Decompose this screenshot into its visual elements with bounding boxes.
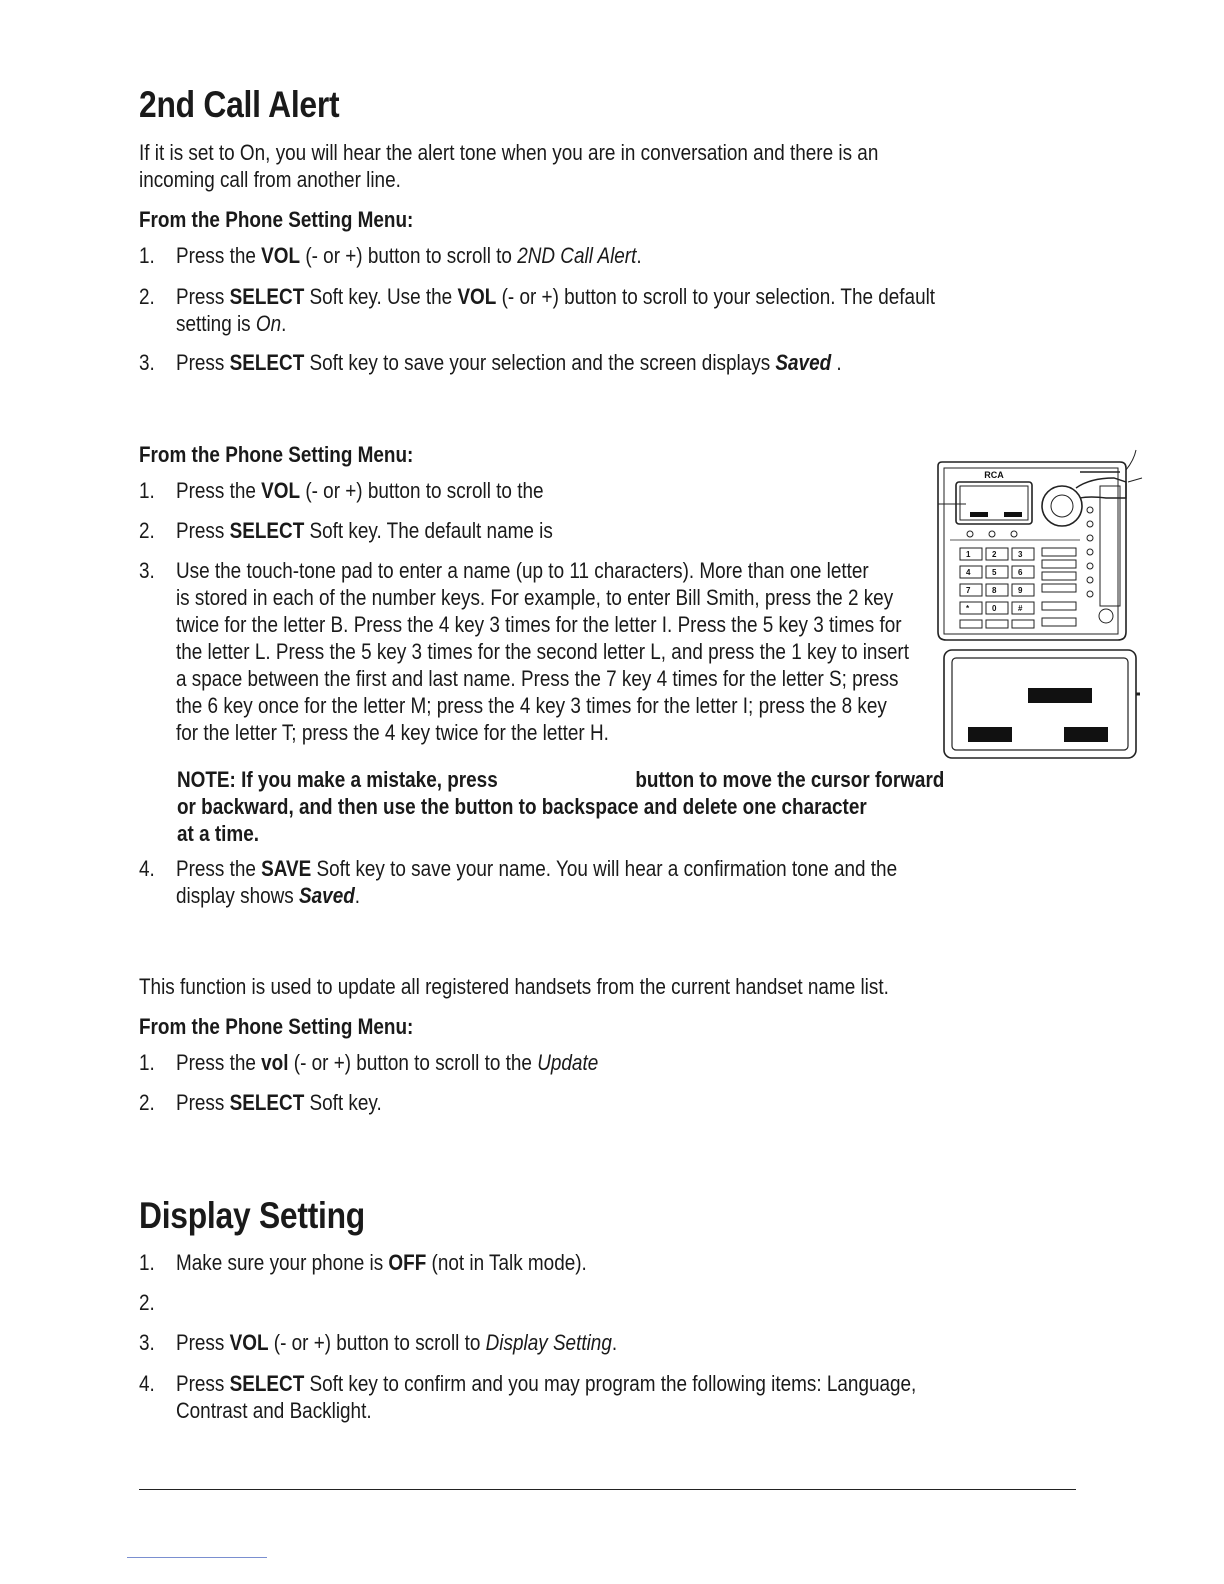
step-4: 4. Press SELECT Soft key to confirm and you may program the following items: Language, Contrast and Backlight.	[139, 1371, 917, 1423]
brand-logo: RCA	[984, 470, 1004, 480]
section-title-display-setting: Display Setting	[139, 1195, 365, 1236]
step-2: 2.	[139, 1290, 155, 1315]
key-label: 5	[992, 568, 997, 577]
phone-base-drawing	[930, 448, 1144, 760]
key-label: 9	[1018, 586, 1023, 595]
step-1: 1. Press the VOL (- or +) button to scroll to the	[139, 478, 544, 503]
menu-heading: From the Phone Setting Menu:	[139, 442, 414, 467]
intro-paragraph: If it is set to On, you will hear the alert tone when you are in conversation and there is an incoming call from another line.	[139, 140, 879, 192]
step-1: 1. Press the vol (- or +) button to scroll to the Update	[139, 1050, 599, 1075]
step-4: 4. Press the SAVE Soft key to save your name. You will hear a confirmation tone and the display shows Saved.	[139, 856, 898, 908]
key-label: 7	[966, 586, 971, 595]
step-3: 3. Press VOL (- or +) button to scroll to Display Setting.	[139, 1330, 618, 1355]
key-label: 8	[992, 586, 997, 595]
step-1: 1. Make sure your phone is OFF (not in Talk mode).	[139, 1250, 587, 1275]
step-1: 1. Press the VOL (- or +) button to scroll to 2ND Call Alert.	[139, 243, 642, 268]
key-label: 1	[966, 550, 971, 559]
key-label: 2	[992, 550, 997, 559]
key-label: #	[1018, 604, 1023, 613]
step-3: 3. Press SELECT Soft key to save your selection and the screen displays Saved .	[139, 350, 842, 375]
step-2: 2. Press SELECT Soft key.	[139, 1090, 382, 1115]
phone-illustration	[930, 448, 1144, 760]
key-label: *	[966, 604, 970, 613]
update-intro: This function is used to update all registered handsets from the current handset name list.	[139, 974, 889, 999]
menu-heading: From the Phone Setting Menu:	[139, 1014, 414, 1039]
menu-heading: From the Phone Setting Menu:	[139, 207, 414, 232]
step-3: 3. Use the touch-tone pad to enter a name (up to 11 characters). More than one letter is stored in each of the number keys. For example, to enter Bill Smith, press the 2 key twice for the letter B. Press the 4 key 3 times for the letter I. Press the 5 key 3 times for the letter L. Press the 5 key 3 times for the second letter L, and press the 1 key to insert a space between the first and last name. Press the 7 key 4 times for the letter S; press the 6 key once for the letter M; press the 4 key 3 times for the letter I; press the 8 key for the letter T; press the 4 key twice for the letter H.	[139, 558, 909, 745]
note-block: NOTE: If you make a mistake, press button to move the cursor forward or backward, and then use the button to backspace and delete one character at a time.	[177, 767, 945, 846]
step-2: 2. Press SELECT Soft key. The default name is	[139, 518, 553, 543]
footer-divider	[139, 1489, 1076, 1490]
key-label: 6	[1018, 568, 1023, 577]
step-2: 2. Press SELECT Soft key. Use the VOL (- or +) button to scroll to your selection. The default setting is On.	[139, 284, 936, 336]
key-label: 4	[966, 568, 971, 577]
section-title-2nd-call-alert: 2nd Call Alert	[139, 84, 340, 125]
key-label: 0	[992, 604, 997, 613]
footer-accent-line	[127, 1557, 267, 1558]
key-label: 3	[1018, 550, 1023, 559]
